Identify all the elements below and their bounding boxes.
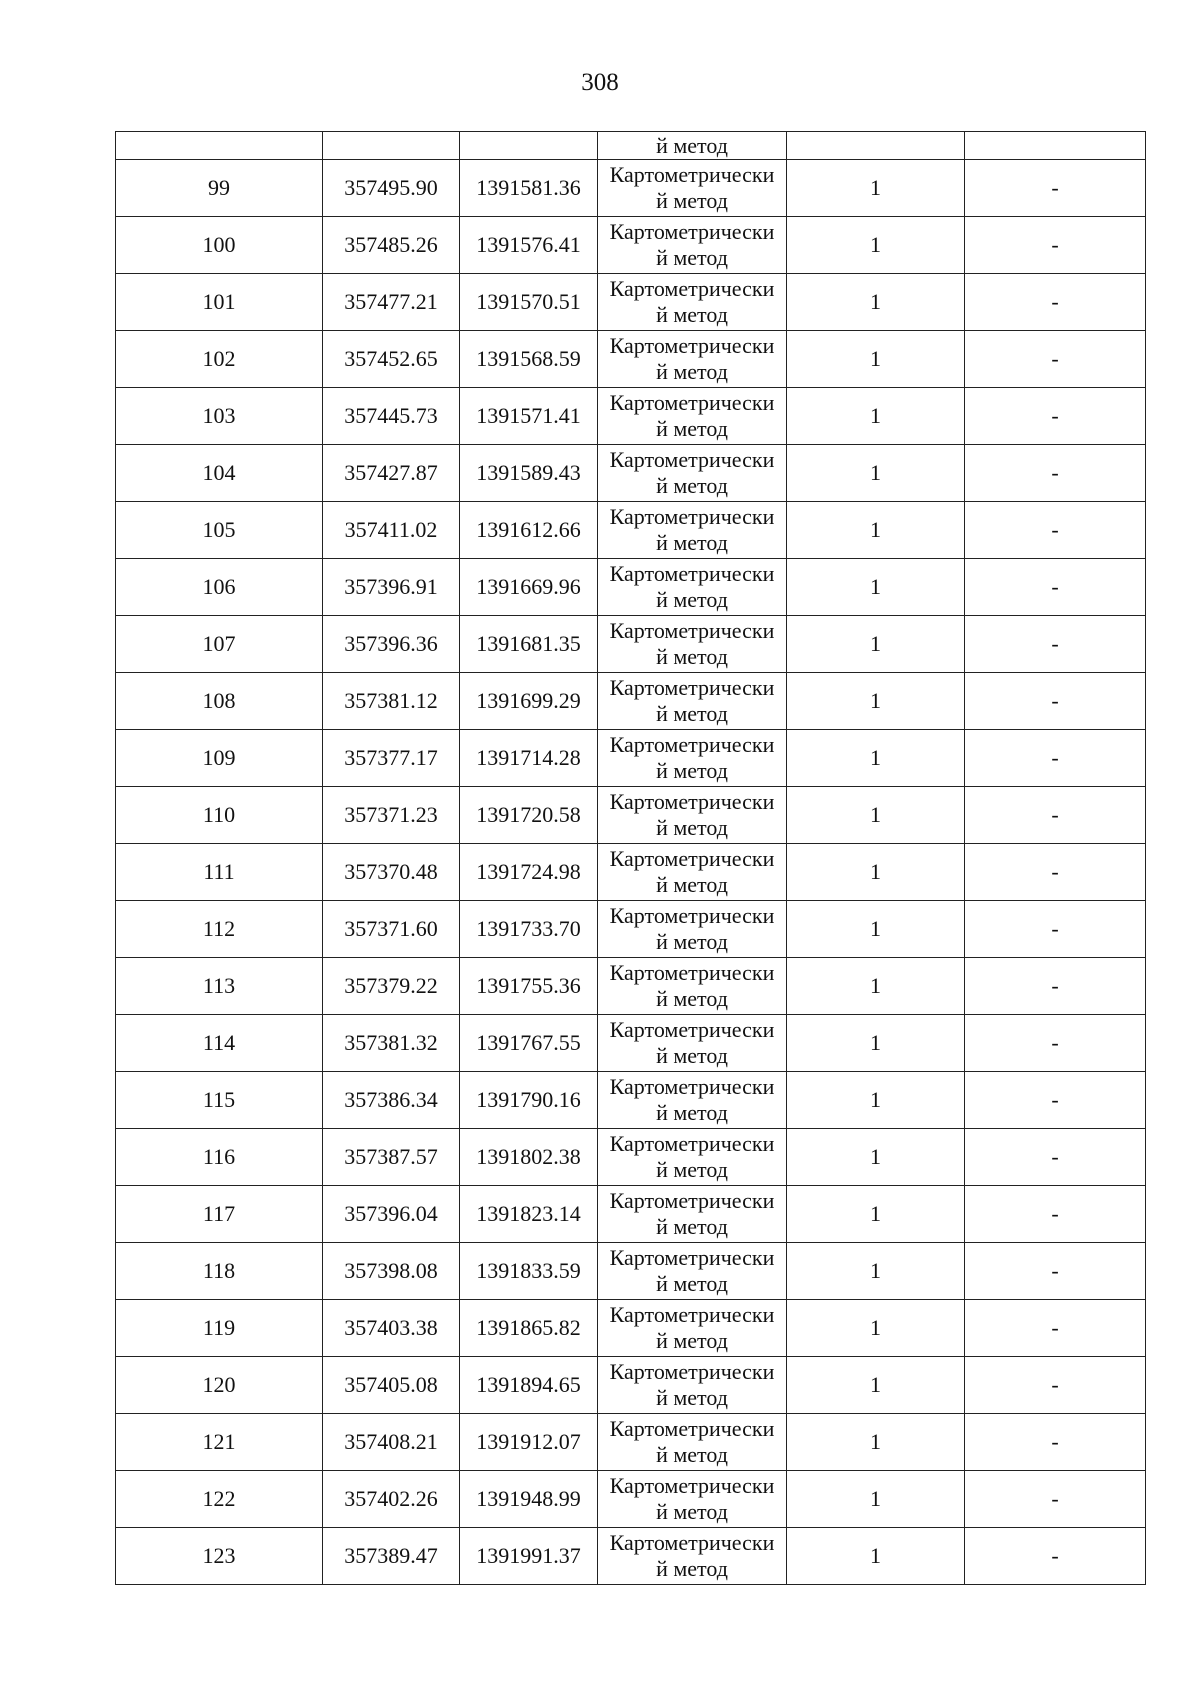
cell-y: 1391589.43 [460, 445, 598, 502]
cell-note: - [965, 787, 1146, 844]
page-number: 308 [581, 69, 619, 96]
table-row [116, 616, 1146, 673]
cell-y: 1391802.38 [460, 1129, 598, 1186]
coordinates-table [115, 131, 1146, 1585]
cell-accuracy: 1 [787, 1471, 965, 1528]
method-line-1: Картометрически [609, 504, 775, 529]
table-body [116, 132, 1146, 1585]
cell-accuracy: 1 [787, 1414, 965, 1471]
cell-accuracy: 1 [787, 274, 965, 331]
method-line-2: й метод [656, 1556, 728, 1581]
method-line-2: й метод [656, 188, 728, 213]
table-row [116, 1015, 1146, 1072]
cell-point-number: 118 [116, 1243, 323, 1300]
cell-method [598, 1300, 787, 1357]
table-row [116, 958, 1146, 1015]
cell-x: 357379.22 [323, 958, 460, 1015]
cell-y: 1391714.28 [460, 730, 598, 787]
cell-point-number: 117 [116, 1186, 323, 1243]
cell-x: 357445.73 [323, 388, 460, 445]
cell-note: - [965, 958, 1146, 1015]
method-line-2: й метод [656, 1157, 728, 1182]
cell-note: - [965, 901, 1146, 958]
cell-y: 1391865.82 [460, 1300, 598, 1357]
method-line-1: Картометрически [609, 1416, 775, 1441]
table-row [116, 673, 1146, 730]
method-line-1: Картометрически [609, 1359, 775, 1384]
cell-y: 1391991.37 [460, 1528, 598, 1585]
cell-note: - [965, 274, 1146, 331]
cell-accuracy: 1 [787, 787, 965, 844]
method-line-1: Картометрически [609, 732, 775, 757]
cell-accuracy: 1 [787, 616, 965, 673]
table-row [116, 502, 1146, 559]
table-row [116, 274, 1146, 331]
cell-note: - [965, 331, 1146, 388]
cell-y: 1391612.66 [460, 502, 598, 559]
cell-point-number: 113 [116, 958, 323, 1015]
method-line-2: й метод [656, 530, 728, 555]
cell-x: 357396.91 [323, 559, 460, 616]
method-line-1: Картометрически [609, 1074, 775, 1099]
cell-accuracy: 1 [787, 901, 965, 958]
cell-y: 1391790.16 [460, 1072, 598, 1129]
table-row [116, 1414, 1146, 1471]
cell-accuracy: 1 [787, 160, 965, 217]
cell-y: 1391568.59 [460, 331, 598, 388]
cell-point-number [116, 132, 323, 160]
method-line-1: Картометрически [609, 1302, 775, 1327]
cell-method [598, 1015, 787, 1072]
method-line-2: й метод [656, 815, 728, 840]
cell-method [598, 616, 787, 673]
cell-accuracy: 1 [787, 502, 965, 559]
cell-accuracy: 1 [787, 730, 965, 787]
cell-point-number: 108 [116, 673, 323, 730]
table-row-continuation [116, 132, 1146, 160]
cell-method [598, 1357, 787, 1414]
cell-y: 1391767.55 [460, 1015, 598, 1072]
cell-x: 357387.57 [323, 1129, 460, 1186]
method-line-1: Картометрически [609, 846, 775, 871]
cell-accuracy: 1 [787, 388, 965, 445]
cell-x: 357381.32 [323, 1015, 460, 1072]
cell-y: 1391894.65 [460, 1357, 598, 1414]
cell-note: - [965, 160, 1146, 217]
cell-x: 357389.47 [323, 1528, 460, 1585]
cell-y [460, 132, 598, 160]
method-line-1: Картометрически [609, 561, 775, 586]
cell-accuracy: 1 [787, 1357, 965, 1414]
method-line-1: Картометрически [609, 789, 775, 814]
cell-y: 1391681.35 [460, 616, 598, 673]
cell-x: 357405.08 [323, 1357, 460, 1414]
cell-method [598, 274, 787, 331]
table-row [116, 1528, 1146, 1585]
table-row [116, 1129, 1146, 1186]
method-line-2: й метод [656, 1100, 728, 1125]
table-row [116, 1357, 1146, 1414]
method-line-1: Картометрически [609, 1245, 775, 1270]
cell-y: 1391669.96 [460, 559, 598, 616]
method-line-2: й метод [656, 986, 728, 1011]
cell-x: 357477.21 [323, 274, 460, 331]
cell-accuracy: 1 [787, 1072, 965, 1129]
cell-method [598, 1186, 787, 1243]
cell-accuracy: 1 [787, 1015, 965, 1072]
cell-x: 357402.26 [323, 1471, 460, 1528]
cell-point-number: 106 [116, 559, 323, 616]
cell-point-number: 121 [116, 1414, 323, 1471]
cell-note: - [965, 1528, 1146, 1585]
method-line-1: Картометрически [609, 1017, 775, 1042]
cell-point-number: 107 [116, 616, 323, 673]
cell-y: 1391912.07 [460, 1414, 598, 1471]
table-row [116, 730, 1146, 787]
cell-x: 357485.26 [323, 217, 460, 274]
method-line-2: й метод [656, 302, 728, 327]
cell-x: 357396.36 [323, 616, 460, 673]
table-row [116, 388, 1146, 445]
cell-point-number: 114 [116, 1015, 323, 1072]
cell-note: - [965, 1243, 1146, 1300]
method-line-2: й метод [656, 1043, 728, 1068]
cell-point-number: 100 [116, 217, 323, 274]
cell-method [598, 331, 787, 388]
cell-x: 357398.08 [323, 1243, 460, 1300]
cell-accuracy: 1 [787, 1186, 965, 1243]
method-line-2: й метод [656, 1328, 728, 1353]
method-line-2: й метод [656, 1214, 728, 1239]
cell-note: - [965, 673, 1146, 730]
method-line-2: й метод [656, 758, 728, 783]
cell-y: 1391571.41 [460, 388, 598, 445]
cell-note: - [965, 388, 1146, 445]
cell-x: 357408.21 [323, 1414, 460, 1471]
table-row [116, 844, 1146, 901]
cell-x: 357452.65 [323, 331, 460, 388]
table-row [116, 559, 1146, 616]
cell-note: - [965, 616, 1146, 673]
table-row [116, 901, 1146, 958]
table-row [116, 1186, 1146, 1243]
method-line-1: Картометрически [609, 333, 775, 358]
cell-method [598, 445, 787, 502]
method-line-1: Картометрически [609, 1131, 775, 1156]
cell-point-number: 122 [116, 1471, 323, 1528]
method-line-1: Картометрически [609, 1530, 775, 1555]
table-row [116, 217, 1146, 274]
cell-point-number: 123 [116, 1528, 323, 1585]
method-line-2: й метод [656, 245, 728, 270]
cell-method [598, 673, 787, 730]
cell-accuracy: 1 [787, 958, 965, 1015]
cell-method [598, 1072, 787, 1129]
cell-x: 357381.12 [323, 673, 460, 730]
cell-point-number: 120 [116, 1357, 323, 1414]
method-line-2: й метод [656, 359, 728, 384]
cell-note [965, 132, 1146, 160]
cell-point-number: 103 [116, 388, 323, 445]
cell-accuracy: 1 [787, 1300, 965, 1357]
cell-x: 357377.17 [323, 730, 460, 787]
cell-x [323, 132, 460, 160]
cell-note: - [965, 1072, 1146, 1129]
table-row [116, 787, 1146, 844]
cell-y: 1391570.51 [460, 274, 598, 331]
method-line-1: Картометрически [609, 618, 775, 643]
cell-method [598, 1129, 787, 1186]
cell-point-number: 111 [116, 844, 323, 901]
cell-y: 1391699.29 [460, 673, 598, 730]
method-line-2: й метод [656, 587, 728, 612]
method-line-2: й метод [656, 1271, 728, 1296]
cell-y: 1391733.70 [460, 901, 598, 958]
cell-point-number: 109 [116, 730, 323, 787]
cell-note: - [965, 844, 1146, 901]
cell-method [598, 901, 787, 958]
cell-note: - [965, 1015, 1146, 1072]
cell-accuracy: 1 [787, 1243, 965, 1300]
cell-note: - [965, 559, 1146, 616]
cell-note: - [965, 1414, 1146, 1471]
cell-x: 357371.60 [323, 901, 460, 958]
cell-method: й метод [598, 132, 787, 160]
table-row [116, 1471, 1146, 1528]
cell-x: 357396.04 [323, 1186, 460, 1243]
method-line-1: Картометрически [609, 903, 775, 928]
cell-accuracy: 1 [787, 844, 965, 901]
cell-y: 1391755.36 [460, 958, 598, 1015]
cell-y: 1391724.98 [460, 844, 598, 901]
cell-accuracy: 1 [787, 331, 965, 388]
cell-y: 1391823.14 [460, 1186, 598, 1243]
cell-x: 357403.38 [323, 1300, 460, 1357]
cell-note: - [965, 445, 1146, 502]
cell-note: - [965, 1129, 1146, 1186]
cell-point-number: 115 [116, 1072, 323, 1129]
cell-x: 357427.87 [323, 445, 460, 502]
cell-point-number: 110 [116, 787, 323, 844]
cell-method [598, 1414, 787, 1471]
method-line-1: Картометрически [609, 675, 775, 700]
method-line-1: Картометрически [609, 219, 775, 244]
cell-method [598, 502, 787, 559]
method-line-1: Картометрически [609, 447, 775, 472]
cell-note: - [965, 1471, 1146, 1528]
cell-x: 357386.34 [323, 1072, 460, 1129]
cell-point-number: 99 [116, 160, 323, 217]
method-line-2: й метод [656, 473, 728, 498]
cell-point-number: 116 [116, 1129, 323, 1186]
cell-x: 357371.23 [323, 787, 460, 844]
cell-x: 357411.02 [323, 502, 460, 559]
method-line-1: Картометрически [609, 1188, 775, 1213]
cell-method [598, 1471, 787, 1528]
cell-accuracy: 1 [787, 217, 965, 274]
cell-point-number: 102 [116, 331, 323, 388]
method-line-1: Картометрически [609, 1473, 775, 1498]
cell-method [598, 1243, 787, 1300]
cell-point-number: 105 [116, 502, 323, 559]
method-line-1: Картометрически [609, 276, 775, 301]
table-row [116, 1243, 1146, 1300]
cell-method [598, 1528, 787, 1585]
table-row [116, 331, 1146, 388]
cell-point-number: 112 [116, 901, 323, 958]
method-line-1: Картометрически [609, 960, 775, 985]
cell-y: 1391833.59 [460, 1243, 598, 1300]
cell-note: - [965, 730, 1146, 787]
cell-y: 1391576.41 [460, 217, 598, 274]
cell-y: 1391948.99 [460, 1471, 598, 1528]
cell-method [598, 559, 787, 616]
cell-x: 357370.48 [323, 844, 460, 901]
table-row [116, 1072, 1146, 1129]
cell-accuracy [787, 132, 965, 160]
cell-y: 1391581.36 [460, 160, 598, 217]
cell-note: - [965, 1186, 1146, 1243]
method-line-2: й метод [656, 416, 728, 441]
table-row [116, 445, 1146, 502]
method-line-1: Картометрически [609, 162, 775, 187]
cell-note: - [965, 1300, 1146, 1357]
method-line-2: й метод [656, 929, 728, 954]
cell-accuracy: 1 [787, 445, 965, 502]
cell-accuracy: 1 [787, 1528, 965, 1585]
cell-x: 357495.90 [323, 160, 460, 217]
table-row [116, 160, 1146, 217]
cell-note: - [965, 217, 1146, 274]
method-line-2: й метод [656, 1442, 728, 1467]
cell-accuracy: 1 [787, 673, 965, 730]
method-line-2: й метод [656, 644, 728, 669]
method-line-2: й метод [656, 872, 728, 897]
cell-note: - [965, 502, 1146, 559]
cell-method [598, 844, 787, 901]
cell-point-number: 119 [116, 1300, 323, 1357]
method-line-2: й метод [656, 701, 728, 726]
cell-note: - [965, 1357, 1146, 1414]
cell-accuracy: 1 [787, 559, 965, 616]
cell-method [598, 217, 787, 274]
table-row [116, 1300, 1146, 1357]
cell-method [598, 160, 787, 217]
cell-method [598, 958, 787, 1015]
cell-accuracy: 1 [787, 1129, 965, 1186]
cell-point-number: 101 [116, 274, 323, 331]
cell-method [598, 730, 787, 787]
cell-y: 1391720.58 [460, 787, 598, 844]
method-line-2: й метод [656, 1499, 728, 1524]
cell-point-number: 104 [116, 445, 323, 502]
method-line-1: Картометрически [609, 390, 775, 415]
cell-method [598, 388, 787, 445]
method-line-2: й метод [656, 1385, 728, 1410]
cell-method [598, 787, 787, 844]
